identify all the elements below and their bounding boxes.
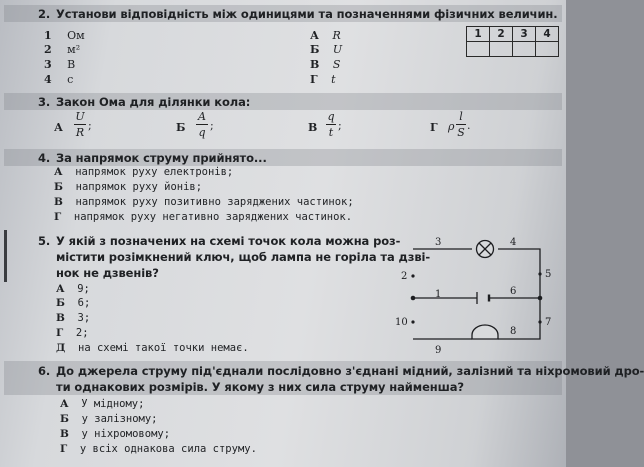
q6-option-a: А У мідному;: [60, 398, 145, 410]
circuit-diagram: [390, 232, 562, 358]
q4-option-a: А напрямок руху електронів;: [54, 166, 234, 178]
answer-grid-header: 3: [513, 27, 536, 42]
q2-left-item: 2 м²: [44, 43, 81, 56]
q2-left-item: 4 с: [44, 73, 74, 86]
q4-option-v: В напрямок руху позитивно заряджених частинок;: [54, 196, 354, 208]
q5-number: 5.: [38, 234, 51, 248]
q2-right-item: Б U: [310, 43, 343, 56]
answer-grid-header: 2: [490, 27, 513, 42]
q3-number: 3.: [38, 95, 51, 109]
point-label: 3: [435, 237, 442, 248]
answer-grid-header: 4: [536, 27, 559, 42]
q5-question-line-2: містити розімкнений ключ, щоб лампа не горіла та дзві-: [56, 250, 431, 264]
answer-grid-header: 1: [467, 27, 490, 42]
q4-number: 4.: [38, 151, 51, 165]
fraction: A q: [196, 110, 208, 139]
q5-option-g: Г 2;: [56, 327, 89, 339]
q2-answer-grid: [466, 26, 559, 57]
answer-cell[interactable]: [536, 42, 559, 57]
q4-option-g: Г напрямок руху негативно заряджених частинок.: [54, 211, 353, 223]
q5-option-v: В 3;: [56, 312, 91, 324]
point-label: 4: [510, 237, 517, 248]
fraction: U R: [75, 110, 85, 139]
point-dot: [538, 320, 541, 323]
point-dot: [538, 272, 541, 275]
q4-question-text: За напрямок струму прийнято...: [56, 151, 267, 165]
worksheet-page: 2. Установи відповідність між одиницями та позначеннями фізичних величин. 1 Ом 2 м² 3 В 4 с А R Б U В S Г t 1 2 3 4 3. Закон Ома для ділянки кола: А U R ; Б A q ; В q t ; Г ρ l S . 4. За напрямок струму прийнято... А напрямок руху електронів; Б напрямок руху йонів; В напрямок руху позитивно заряджених частинок; Г напрямок руху негативно заряджених частинок. 5. У якій з позначених на схемі точок кола можна роз- містити розімкнений ключ, щоб лампа не горіла та дзві- нок не дзвенів? А 9; Б 6; В 3; Г 2; Д на схемі такої точки немає. 1 2 3 4 5 6 7 8 9 10 6. До джерела струму під'єднали послідовно з'єднані мідний, залізний та ніхромовий дро- ти однакових розмірів. У якому з них сила струму найменша? А У мідному; Б у залізному; В у ніхромовому; Г у всіх однакова сила струму.: [0, 0, 566, 467]
q6-question-line-2: ти однакових розмірів. У якому з них сила струму найменша?: [56, 380, 464, 394]
point-label: 10: [395, 317, 408, 328]
answer-cell[interactable]: [490, 42, 513, 57]
fraction: q t: [327, 110, 335, 139]
q2-left-item: 3 В: [44, 58, 76, 71]
answer-cell[interactable]: [513, 42, 536, 57]
q2-right-item: В S: [310, 58, 341, 71]
q5-option-a: А 9;: [56, 283, 90, 295]
point-label: 1: [435, 289, 442, 300]
point-dot: [411, 320, 414, 323]
point-label: 8: [510, 326, 517, 337]
q6-option-b: Б у залізному;: [60, 413, 158, 425]
q2-right-item: А R: [310, 29, 341, 42]
q5-question-line-1: У якій з позначених на схемі точок кола можна роз-: [56, 234, 401, 248]
fraction: l S: [457, 110, 465, 139]
junction-dot: [538, 296, 543, 301]
q2-number: 2.: [38, 7, 51, 21]
q2-question-text: Установи відповідність між одиницями та позначеннями фізичних величин.: [56, 7, 558, 21]
point-label: 2: [401, 271, 408, 282]
point-label: 5: [545, 269, 552, 280]
q6-number: 6.: [38, 364, 51, 378]
q4-option-b: Б напрямок руху йонів;: [54, 181, 203, 193]
q6-option-v: В у ніхромовому;: [60, 428, 171, 440]
point-label: 6: [510, 286, 517, 297]
q2-left-item: 1 Ом: [44, 29, 85, 42]
q6-question-line-1: До джерела струму під'єднали послідовно з'єднані мідний, залізний та ніхромовий дро-: [56, 364, 644, 378]
q5-side-bar: [4, 230, 7, 282]
answer-cell[interactable]: [467, 42, 490, 57]
q5-question-line-3: нок не дзвенів?: [56, 266, 159, 280]
q6-option-g: Г у всіх однакова сила струму.: [60, 443, 257, 455]
point-dot: [411, 274, 414, 277]
point-label: 9: [435, 345, 442, 356]
q2-right-item: Г t: [310, 73, 336, 86]
q5-option-b: Б 6;: [56, 297, 91, 309]
point-label: 7: [545, 317, 552, 328]
junction-dot: [411, 296, 416, 301]
bell-icon: [472, 325, 498, 339]
q5-option-d: Д на схемі такої точки немає.: [56, 342, 249, 354]
q3-question-text: Закон Ома для ділянки кола:: [56, 95, 251, 109]
